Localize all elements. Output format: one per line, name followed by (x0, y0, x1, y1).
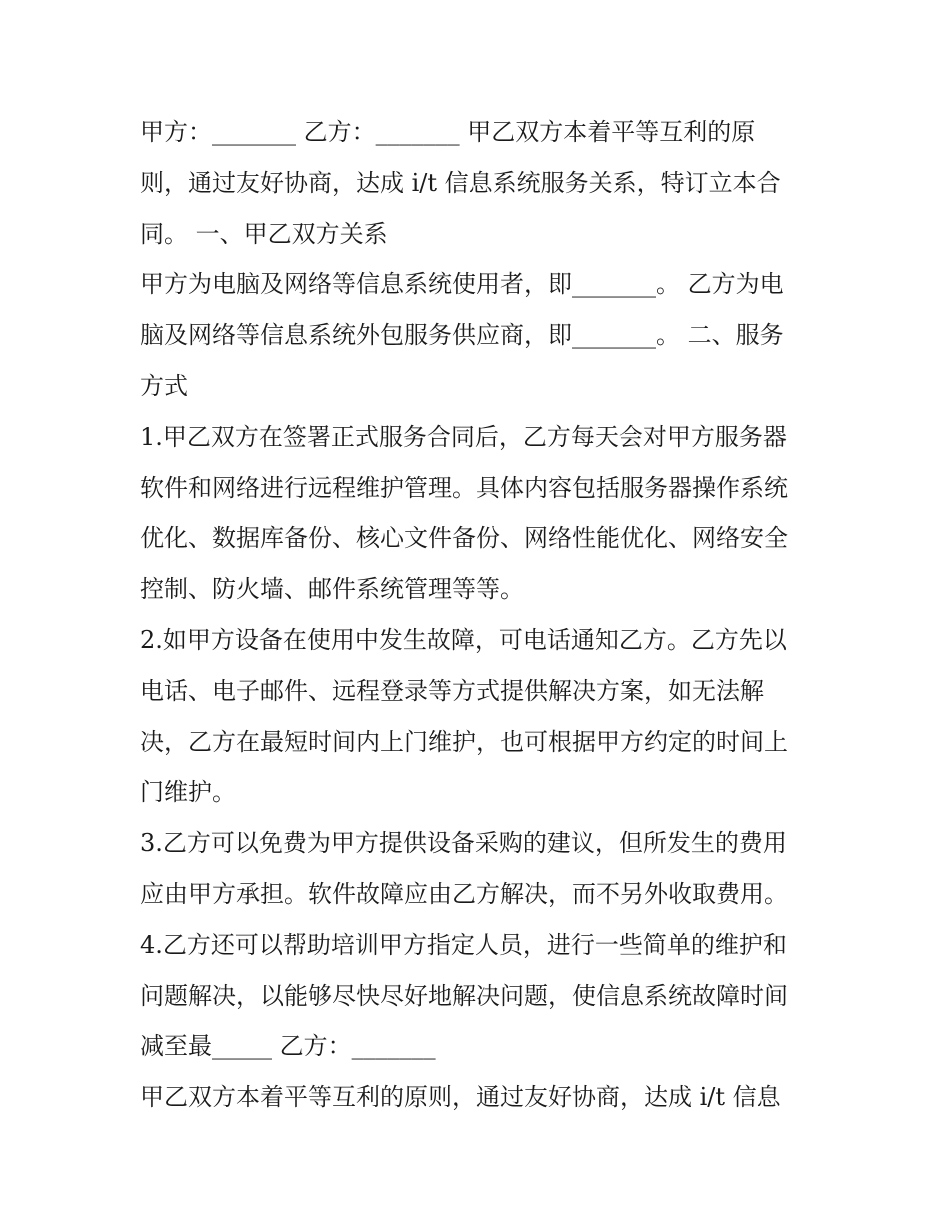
text-line: 同。 一、甲乙双方关系 (140, 219, 388, 248)
text-line: 甲乙双方本着平等互利的原则，通过友好协商，达成 i/t 信息 (140, 1083, 781, 1112)
text-line: 甲方为电脑及网络等信息系统使用者，即_______。 乙方为电 (140, 270, 784, 299)
text-line: 方式 (140, 371, 188, 400)
text-line: 电话、电子邮件、远程登录等方式提供解决方案，如无法解 (140, 676, 764, 705)
text-line: 甲方：_______ 乙方：_______ 甲乙双方本着平等互利的原 (140, 118, 756, 146)
contract-body (140, 107, 820, 1123)
text-line: 则，通过友好协商，达成 i/t 信息系统服务关系，特订立本合 (140, 168, 781, 197)
text-line: 问题解决，以能够尽快尽好地解决问题，使信息系统故障时间 (140, 981, 788, 1010)
text-line: 应由甲方承担。软件故障应由乙方解决，而不另外收取费用。 (140, 879, 788, 908)
text-line: 3.乙方可以免费为甲方提供设备采购的建议，但所发生的费用 (140, 829, 787, 858)
text-line: 脑及网络等信息系统外包服务供应商，即_______。 二、服务 (140, 321, 784, 350)
text-line: 1.甲乙双方在签署正式服务合同后，乙方每天会对甲方服务器 (140, 422, 787, 451)
text-line: 优化、数据库备份、核心文件备份、网络性能优化、网络安全 (140, 524, 788, 553)
text-line: 2.如甲方设备在使用中发生故障，可电话通知乙方。乙方先以 (140, 625, 787, 654)
text-line: 门维护。 (140, 778, 236, 807)
text-line: 减至最_____ 乙方：_______ (140, 1032, 436, 1061)
text-line: 软件和网络进行远程维护管理。具体内容包括服务器操作系统 (140, 473, 788, 502)
text-line: 4.乙方还可以帮助培训甲方指定人员，进行一些简单的维护和 (140, 930, 787, 959)
text-line: 决，乙方在最短时间内上门维护，也可根据甲方约定的时间上 (140, 727, 788, 756)
text-line: 控制、防火墙、邮件系统管理等等。 (140, 575, 524, 604)
